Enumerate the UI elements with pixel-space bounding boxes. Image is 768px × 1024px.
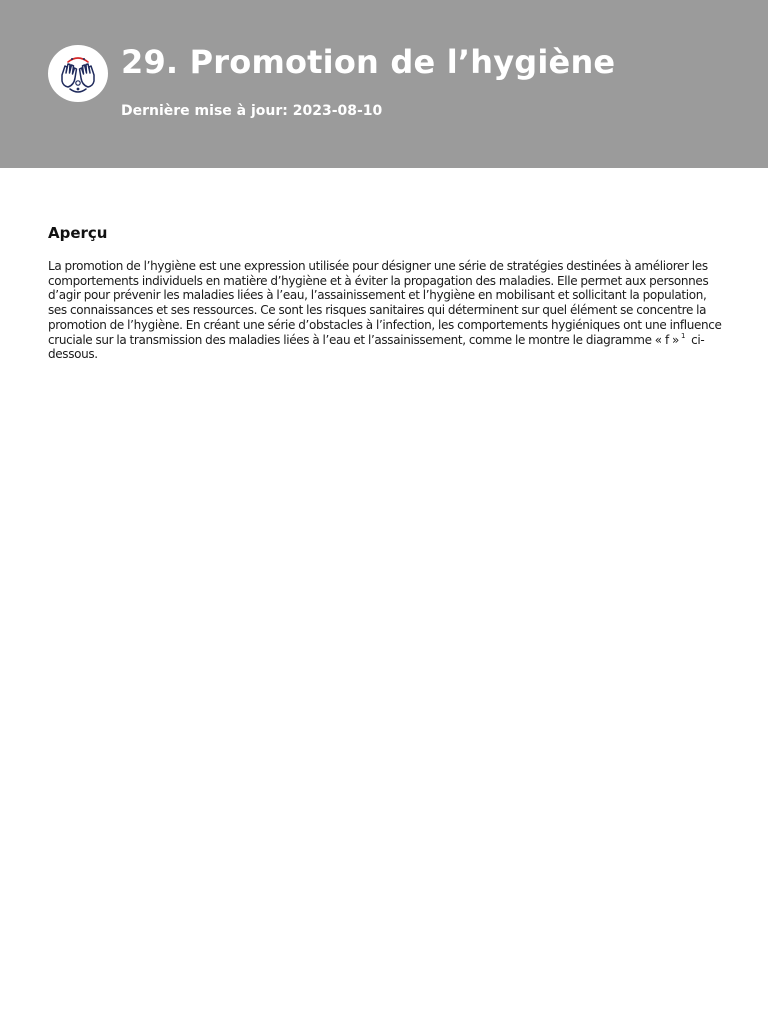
chapter-header [0,0,768,168]
chapter-logo [48,45,108,102]
hands-hygiene-icon [48,45,108,102]
chapter-title: 29. Promotion de l’hygiène [121,43,616,81]
overview-paragraph [48,259,723,362]
last-updated-date: Dernière mise à jour: 2023-08-10 [121,103,383,119]
footnote-reference[interactable]: 1 [681,331,686,340]
section-heading-overview: Aperçu [48,224,108,242]
overview-text-end: ci-dessous. [48,332,705,362]
overview-text: La promotion de l’hygiène est une expression utilisée pour désigner une série de stratégies destinées à améliorer les comportements individuels en matière d’hygiène et à éviter la propagation des maladies. Elle permet aux personnes d’agir pour prévenir les maladies liées à l’eau, l’assainissement et l’hygiène en mobilisant et sollicitant la population, ses connaissances et ses ressources. Ce sont les risques sanitaires qui déterminent sur quel élément se concentre la promotion de l’hygiène. En créant une série d’obstacles à l’infection, les comportements hygiéniques ont une influence cruciale sur la transmission des maladies liées à l’eau et l’assainissement, comme le montre le diagramme « f » [48,259,722,347]
